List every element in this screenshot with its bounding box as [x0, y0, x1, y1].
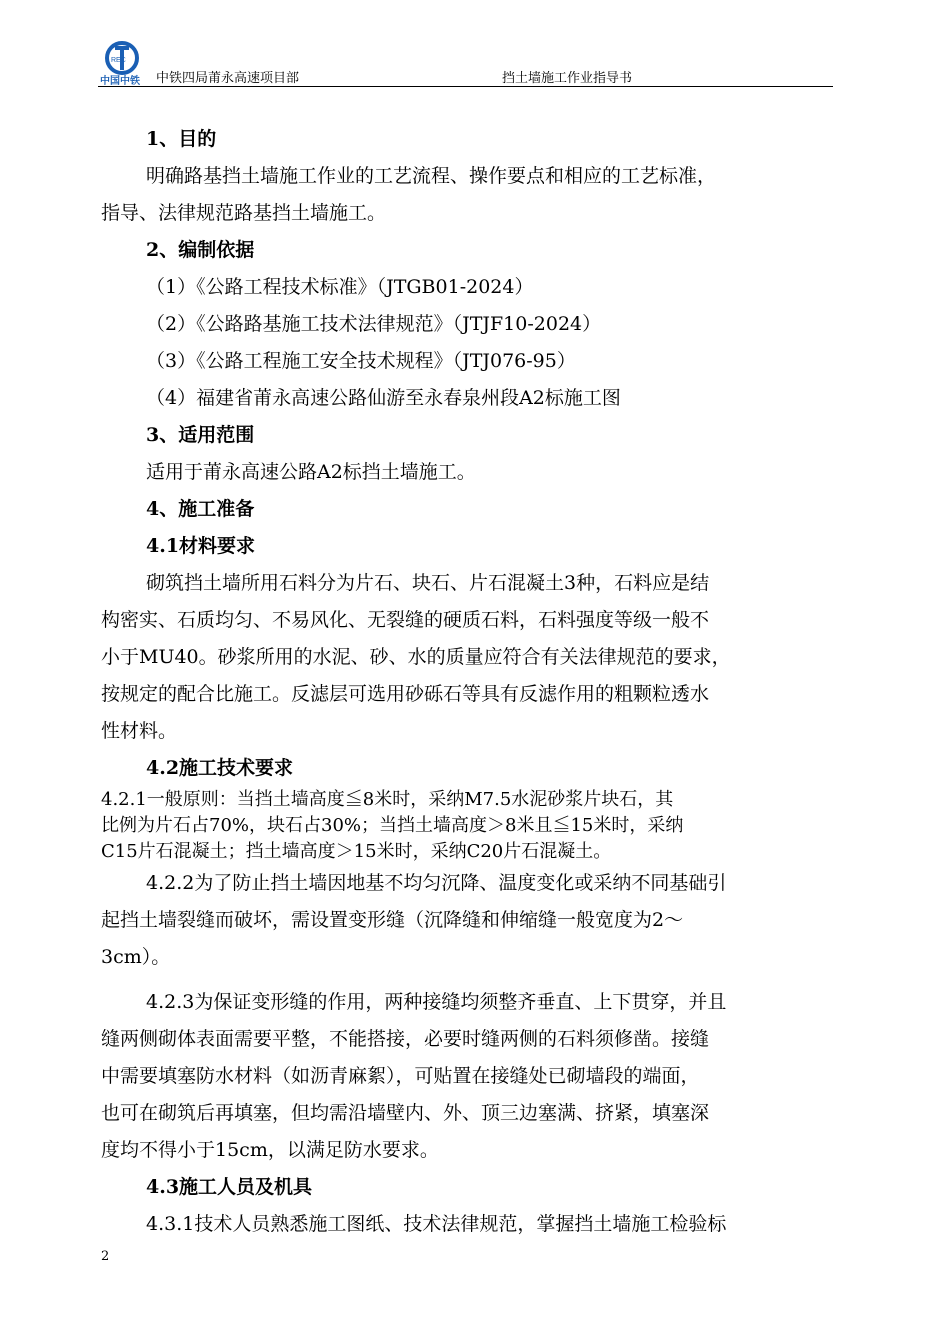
reference-item: （1）《公路工程技术标准》（JTGB01-2024）	[146, 276, 534, 298]
paragraph-line: 缝两侧砌体表面需要平整，不能搭接，必要时缝两侧的石料须修凿。接缝	[101, 1028, 710, 1050]
page-header	[98, 40, 833, 87]
paragraph-line: 3cm）。	[101, 946, 171, 968]
paragraph-line: 小于MU40。砂浆所用的水泥、砂、水的质量应符合有关法律规范的要求，	[101, 646, 731, 668]
paragraph-line: 4.3.1技术人员熟悉施工图纸、技术法律规范，掌握挡土墙施工检验标	[146, 1213, 727, 1235]
subsection-title: 4.1材料要求	[146, 535, 256, 557]
header-right: 挡土墙施工作业指导书	[502, 71, 633, 86]
header-left: 中铁四局莆永高速项目部	[156, 71, 300, 86]
paragraph-line: C15片石混凝土；挡土墙高度＞15米时，采纳C20片石混凝土。	[101, 841, 612, 862]
svg-text:REC: REC	[111, 57, 126, 64]
crec-logo-icon	[98, 40, 158, 86]
reference-item: （3）《公路工程施工安全技术规程》（JTJ076-95）	[146, 350, 576, 372]
page-number: 2	[101, 1249, 110, 1264]
paragraph-line: 也可在砌筑后再填塞，但均需沿墙壁内、外、顶三边塞满、挤紧，填塞深	[101, 1102, 710, 1124]
paragraph-line: 性材料。	[101, 720, 178, 742]
section-title: 2、编制依据	[146, 239, 255, 261]
document-body	[101, 121, 836, 1243]
paragraph-line: 4.2.1一般原则：当挡土墙高度≦8米时，采纳M7.5水泥砂浆片块石，其	[101, 789, 674, 810]
paragraph-line: 4.2.3为保证变形缝的作用，两种接缝均须整齐垂直、上下贯穿，并且	[146, 991, 727, 1013]
paragraph-line: 适用于莆永高速公路A2标挡土墙施工。	[146, 461, 476, 483]
paragraph-line: 砌筑挡土墙所用石料分为片石、块石、片石混凝土3种，石料应是结	[146, 572, 710, 594]
reference-item: （4）福建省莆永高速公路仙游至永春泉州段A2标施工图	[146, 387, 621, 409]
paragraph-line: 中需要填塞防水材料（如沥青麻絮），可贴置在接缝处已砌墙段的端面，	[101, 1065, 700, 1087]
logo-text: 中国中铁	[100, 76, 140, 86]
reference-item: （2）《公路路基施工技术法律规范》（JTJF10-2024）	[146, 313, 602, 335]
paragraph-gap	[101, 976, 836, 984]
paragraph-line: 4.2.2为了防止挡土墙因地基不均匀沉降、温度变化或采纳不同基础引	[146, 872, 727, 894]
section-title: 4、施工准备	[146, 498, 255, 520]
section-title: 1、目的	[146, 128, 217, 150]
subsection-title: 4.3施工人员及机具	[146, 1176, 313, 1198]
subsection-title: 4.2施工技术要求	[146, 757, 294, 779]
paragraph-line: 构密实、石质均匀、不易风化、无裂缝的硬质石料，石料强度等级一般不	[101, 609, 710, 631]
section-title: 3、适用范围	[146, 424, 255, 446]
paragraph-line: 指导、法律规范路基挡土墙施工。	[101, 202, 387, 224]
paragraph-line: 起挡土墙裂缝而破坏，需设置变形缝（沉降缝和伸缩缝一般宽度为2～	[101, 909, 684, 931]
paragraph-line: 比例为片石占70%，块石占30%；当挡土墙高度＞8米且≦15米时，采纳	[101, 815, 684, 836]
paragraph-line: 明确路基挡土墙施工作业的工艺流程、操作要点和相应的工艺标准，	[146, 165, 717, 187]
paragraph-line: 按规定的配合比施工。反滤层可选用砂砾石等具有反滤作用的粗颗粒透水	[101, 683, 710, 705]
paragraph-line: 度均不得小于15cm，以满足防水要求。	[101, 1139, 439, 1161]
